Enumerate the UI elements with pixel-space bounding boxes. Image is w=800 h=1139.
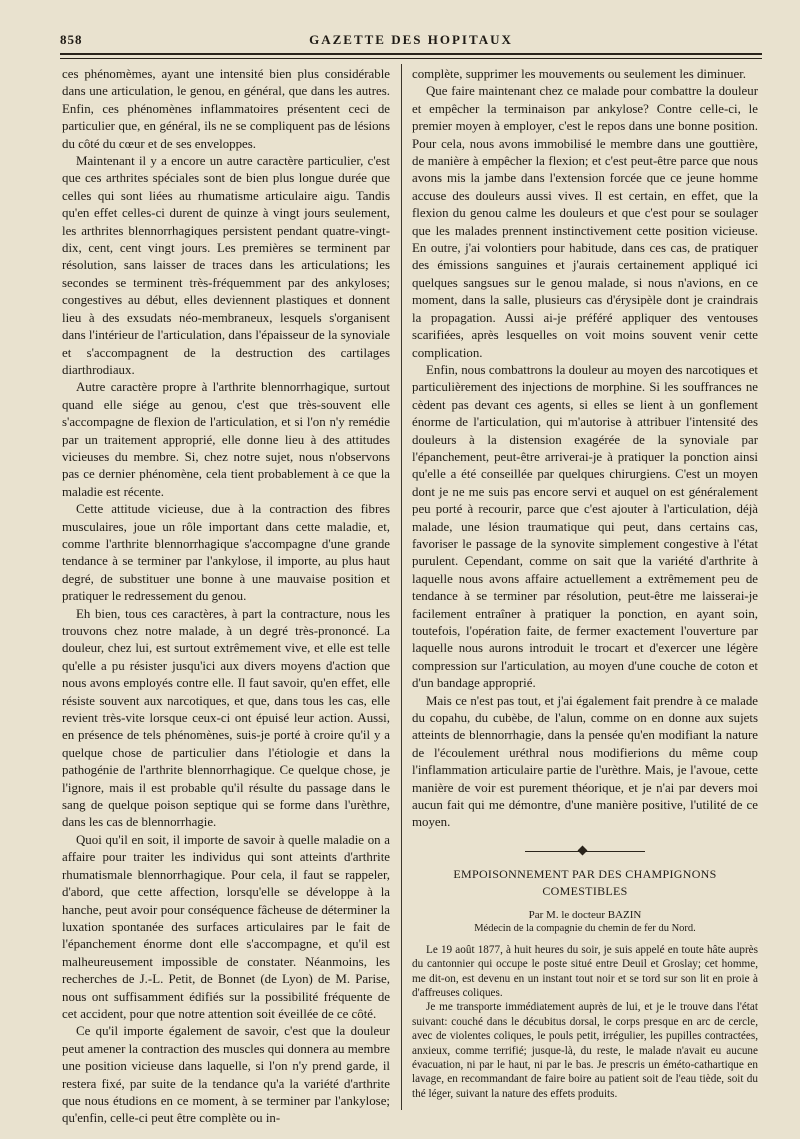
paragraph: ces phénomèmes, ayant une intensité bien plus considérable dans une articulation, le genou, en général, que dans les autres. Enfin, ces phénomènes inflammatoires présentent ceci de particulier que, en général, ils ne se compliquent pas de lésions du côté du cœur et de ses enveloppes. bbox=[62, 67, 390, 151]
paragraph: Quoi qu'il en soit, il importe de savoir à quelle maladie on a affaire pour traiter les individus qui sont atteints d'arthrite rhumatismale blennorrhagique. Pour cela, il faut se rappeler, d'abord, que cette affection, lorsqu'elle se développe à la hanche, peut avoir pour conséquence fâcheuse de déterminer la luxation spontanée des surfaces articulaires par le fait de l'épanchement énorme dont elle s'accompagne, et qu'il est malheureusement impossible de constater. Néanmoins, les recherches de J.-L. Petit, de Bonnet (de Lyon) de M. Parise, nous ont suffisamment édifiés sur la possibilité fréquente de cet accident, pour que notre attention soit éveillée de ce côté. bbox=[62, 832, 390, 1021]
diamond-ornament-icon bbox=[578, 845, 588, 855]
paragraph: Maintenant il y a encore un autre caractère particulier, c'est que ces arthrites spéciales sont de bien plus longue durée que celles qui sont liées au rhumatisme articulaire aigu. Tandis qu'en effet celles-ci durent de quinze à vingt jours seulement, les arthrites blennorrhagiques persistent pendant quatre-vingt-dix, cent, cent vingt jours. Les premières se terminent par résolution, sans laisser de traces dans les articulations; les secondes se terminent très-fréquemment par des ankyloses; congestives au début, elles deviennent plastiques et donnent lieu à des exsudats néo-membraneux, lesquels s'organisent dans l'intérieur de l'articulation, dans l'épaisseur de la synoviale et s'accompagnent de la destruction des cartilages diarthrodiaux. bbox=[62, 154, 390, 377]
paragraph: Ce qu'il importe également de savoir, c'est que la douleur peut amener la contraction des muscles qui donnera au membre une position vicieuse dans laquelle, si l'on n'y prend garde, il restera fixé, par suite de la tendance qu'a la variété d'arthrite que nous étudions en ce moment, à se terminer par l'ankylose; qu'enfin, celle-ci peut être complète ou in- bbox=[62, 1024, 390, 1126]
journal-title: GAZETTE DES HOPITAUX bbox=[309, 32, 513, 47]
paragraph: Que faire maintenant chez ce malade pour combattre la douleur et empêcher la terminaison par ankylose? Contre celle-ci, le premier moyen à employer, c'est le repos dans une bonne position. Pour cela, nous avons immobilisé le membre dans une gouttière, de manière à empêcher la flexion; et c'est peut-être parce que nous avons mis la jambe dans l'extension forcée que ce jeune homme accuse des douleurs aussi vives. Il est certain, en effet, que la flexion du genou calme les douleurs et que c'est pour se soulager que les malades prennent instinctivement cette position vicieuse. En outre, j'ai volontiers pour habitude, dans ces cas, de pratiquer des émissions sanguines et j'aurais certainement appliqué ici quelques sangsues sur le genou malade, si nous n'avions, en ce moment, dans la salle, plusieurs cas d'érysipèle dont je craindrais la propagation. Aussi ai-je préféré appliquer des ventouses scarifiées, après lesquelles on voit moins souvent venir cette complication. bbox=[412, 84, 758, 360]
paragraph: Le 19 août 1877, à huit heures du soir, je suis appelé en toute hâte auprès du cantonnier qui occupe le poste situé entre Deuil et Groslay; cet homme, me dit-on, est devenu en un instant tout noir et se tord sur son lit en proie à d'affreuses coliques. bbox=[412, 943, 758, 999]
left-column bbox=[62, 66, 390, 1128]
author-affiliation: Médecin de la compagnie du chemin de fer du Nord. bbox=[474, 922, 696, 934]
header-rule bbox=[60, 53, 762, 55]
paragraph: Eh bien, tous ces caractères, à part la contracture, nous les trouvons chez notre malade, à un degré très-prononcé. La douleur, chez lui, est surtout extrêmement vive, et elle est telle qu'elle a pu résister jusqu'ici aux divers moyens d'action que nous avons employés contre elle. Il faut savoir, qu'en effet, elle résiste souvent aux narcotiques, et que, dans tous les cas, elle revient très-vite lorsque ceux-ci ont épuisé leur action. Aussi, en présence de tels phénomènes, suis-je porté à croire qu'il y a quelque chose de particulier dans l'étiologie et dans la pathogénie de l'arthrite blennorrhagique. Ce quelque chose, je l'ignore, mais il est probable qu'il résulte du passage dans le sang de quelque poison septique qui se forme dans l'urèthre, dans les cas de blennorrhagie. bbox=[62, 606, 390, 830]
paragraph: Autre caractère propre à l'arthrite blennorrhagique, surtout quand elle siége au genou, c'est que très-souvent elle s'accompagne de flexion de l'articulation, et si l'on n'y remédie par un traitement approprié, elle donne lieu à des attitudes vicieuses du membre. Si, chez notre sujet, nous n'observons pas ce dernier phénomène, cela tient probablement à ce que la maladie est récente. bbox=[62, 380, 390, 499]
right-column bbox=[412, 66, 758, 1101]
paragraph: Enfin, nous combattrons la douleur au moyen des narcotiques et particulièrement des injections de morphine. Si les souffrances ne cèdent pas devant ces agents, si elles se lient à un gonflement énorme de l'articulation, qui m'autorise à attribuer l'intensité des douleurs à la distension exagérée de la synoviale par l'épanchement, peut-être arriverai-je à pratiquer la ponction ainsi qu'elle a été conseillée par quelques chirurgiens. C'est un moyen dont je ne me suis pas encore servi et auquel on est généralement peu porté à recourir, parce que c'est ajouter à l'articulation, déjà malade, une lésion traumatique qui peut, dans certains cas, favoriser le passage de la synovite simplement congestive à l'état purulent. Cependant, comme on sait que la variété d'arthrite à laquelle nous avons affaire actuellement a extrêmement peu de tendance à se terminer par résolution, peut-être me laisserai-je facilement entraîner à pratiquer la ponction, en ayant soin, toutefois, l'opération faite, de fermer exactement l'ouverture par laquelle nous aurons introduit le trocart et d'exercer une légère compression sur l'articulation, au moyen d'une couche de coton et d'un bandage approprié. bbox=[412, 362, 758, 691]
column-divider bbox=[401, 64, 402, 1110]
page-number: 858 bbox=[60, 32, 83, 47]
article-byline: Par M. le docteur BAZIN bbox=[528, 908, 642, 921]
paragraph: complète, supprimer les mouvements ou seulement les diminuer. bbox=[412, 67, 747, 81]
paragraph: Mais ce n'est pas tout, et j'ai également fait prendre à ce malade du copahu, du cubèbe, de l'alun, comme on en donne aux sujets atteints de blennorrhagie, dans la pensée qu'en modifiant la nature de l'écoulement uréthral nous modifierions du même coup l'inflammation articulaire partie de l'urèthre. Mais, je l'avoue, cette manière de voir est purement théorique, et je n'ai par devers moi aucun fait qui me démontre, d'une manière positive, l'utilité de ce moyen. bbox=[412, 693, 758, 830]
article-body bbox=[412, 943, 758, 1101]
section-separator bbox=[525, 846, 645, 856]
paragraph: Je me transporte immédiatement auprès de lui, et je le trouve dans l'état suivant: couché dans le décubitus dorsal, le corps presque en arc de cercle, avec de violentes coliques, le pouls petit, irrégulier, les pupilles contractées, anxieux, comme terrifié; jusque-là, du reste, le malade n'avait eu aucune évacuation, ni par le haut, ni par le bas. Je prescris un éméto-cathartique en lavage, en recommandant de faire boire au patient soit de l'eau tiède, soit du thé léger, suivant la nature des effets produits. bbox=[412, 1001, 758, 1100]
article-title: EMPOISONNEMENT PAR DES CHAMPIGNONS COMESTIBLES bbox=[453, 866, 717, 899]
page-header bbox=[60, 28, 762, 52]
paragraph: Cette attitude vicieuse, due à la contraction des fibres musculaires, joue un rôle important dans cette maladie, et, comme l'arthrite blennorrhagique s'accompagne d'une grande tendance à se terminer par l'ankylose, il importe, au plus haut degré, de substituer une bonne à une mauvaise position et pratiquer le redressement du genou. bbox=[62, 502, 390, 604]
header-rule-thin bbox=[60, 58, 762, 59]
